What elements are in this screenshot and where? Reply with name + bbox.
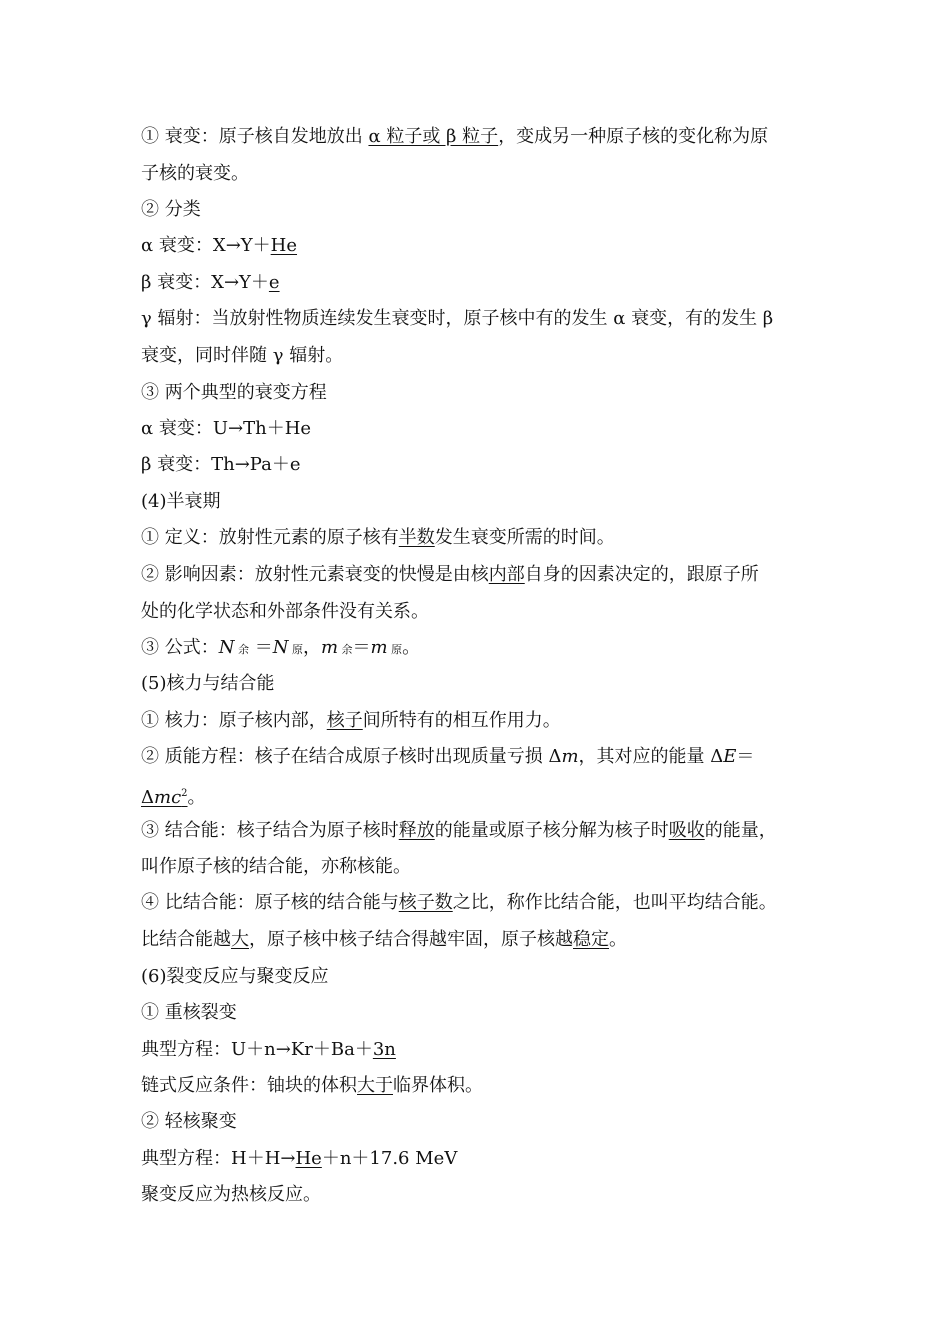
answer-blank: 大于 (357, 1075, 393, 1096)
answer-blank: 3n (372, 1039, 396, 1060)
alpha-decay-line: α 衰变：X→Y＋He (141, 235, 298, 256)
answer-blank: Δmc$^2$ (141, 787, 188, 808)
answer-blank: He (270, 235, 298, 256)
influence-factors-line-2: 处的化学状态和外部条件没有关系。 (141, 601, 429, 622)
chain-reaction-line: 链式反应条件：铀块的体积大于临界体积。 (141, 1075, 483, 1096)
mass-energy-line-1: ② 质能方程：核子在结合成原子核时出现质量亏损 Δm，其对应的能量 ΔE＝ (141, 746, 755, 767)
mass-energy-line-2: Δmc$^2$。 (141, 787, 206, 808)
decay-definition-line-2: 子核的衰变。 (141, 163, 249, 184)
influence-factors-line-1: ② 影响因素：放射性元素衰变的快慢是由核内部自身的因素决定的，跟原子所 (141, 564, 759, 585)
nuclear-force-line: ① 核力：原子核内部，核子间所特有的相互作用力。 (141, 710, 561, 731)
fission-fusion-heading: (6)裂变反应与聚变反应 (141, 966, 329, 987)
nuclear-force-heading: (5)核力与结合能 (141, 673, 275, 694)
answer-blank: 吸收 (668, 820, 705, 841)
fusion-equation-line: 典型方程：H＋H→He＋n＋17.6 MeV (141, 1148, 458, 1169)
answer-blank: 核子 (326, 710, 363, 731)
answer-blank: α 粒子或 β 粒子 (368, 126, 499, 147)
answer-blank: 大 (231, 929, 249, 950)
answer-blank: 内部 (488, 564, 525, 585)
beta-equation-line: β 衰变：Th→Pa＋e (141, 454, 301, 475)
answer-blank: 稳定 (573, 929, 609, 950)
binding-energy-line-2: 叫作原子核的结合能，亦称核能。 (141, 856, 411, 877)
heavy-fission-heading: ① 重核裂变 (141, 1002, 237, 1023)
gamma-radiation-line-1: γ 辐射：当放射性物质连续发生衰变时，原子核中有的发生 α 衰变，有的发生 β (141, 308, 774, 329)
answer-blank: He (295, 1148, 322, 1169)
specific-binding-energy-line-2: 比结合能越大，原子核中核子结合得越牢固，原子核越稳定。 (141, 929, 627, 950)
classification-heading: ② 分类 (141, 199, 201, 220)
answer-blank: e (268, 272, 280, 293)
specific-binding-energy-line-1: ④ 比结合能：原子核的结合能与核子数之比，称作比结合能，也叫平均结合能。 (141, 892, 777, 913)
answer-blank: 核子数 (398, 892, 453, 913)
answer-blank: 半数 (398, 527, 435, 548)
half-life-heading: (4)半衰期 (141, 491, 221, 512)
answer-blank: 释放 (398, 820, 435, 841)
half-life-definition-line: ① 定义：放射性元素的原子核有半数发生衰变所需的时间。 (141, 527, 615, 548)
thermonuclear-line: 聚变反应为热核反应。 (141, 1184, 321, 1205)
light-fusion-heading: ② 轻核聚变 (141, 1111, 237, 1132)
alpha-equation-line: α 衰变：U→Th＋He (141, 418, 312, 439)
gamma-radiation-line-2: 衰变，同时伴随 γ 辐射。 (141, 345, 344, 366)
formula-line: ③ 公式：N 余 ＝N 原，m 余＝m 原。 (141, 637, 421, 658)
decay-definition-line-1: ① 衰变：原子核自发地放出 α 粒子或 β 粒子，变成另一种原子核的变化称为原 (141, 126, 769, 147)
binding-energy-line-1: ③ 结合能：核子结合为原子核时释放的能量或原子核分解为核子时吸收的能量， (141, 820, 777, 841)
typical-equations-heading: ③ 两个典型的衰变方程 (141, 382, 327, 403)
fission-equation-line: 典型方程：U＋n→Kr＋Ba＋3n (141, 1039, 396, 1060)
beta-decay-line: β 衰变：X→Y＋e (141, 272, 280, 293)
